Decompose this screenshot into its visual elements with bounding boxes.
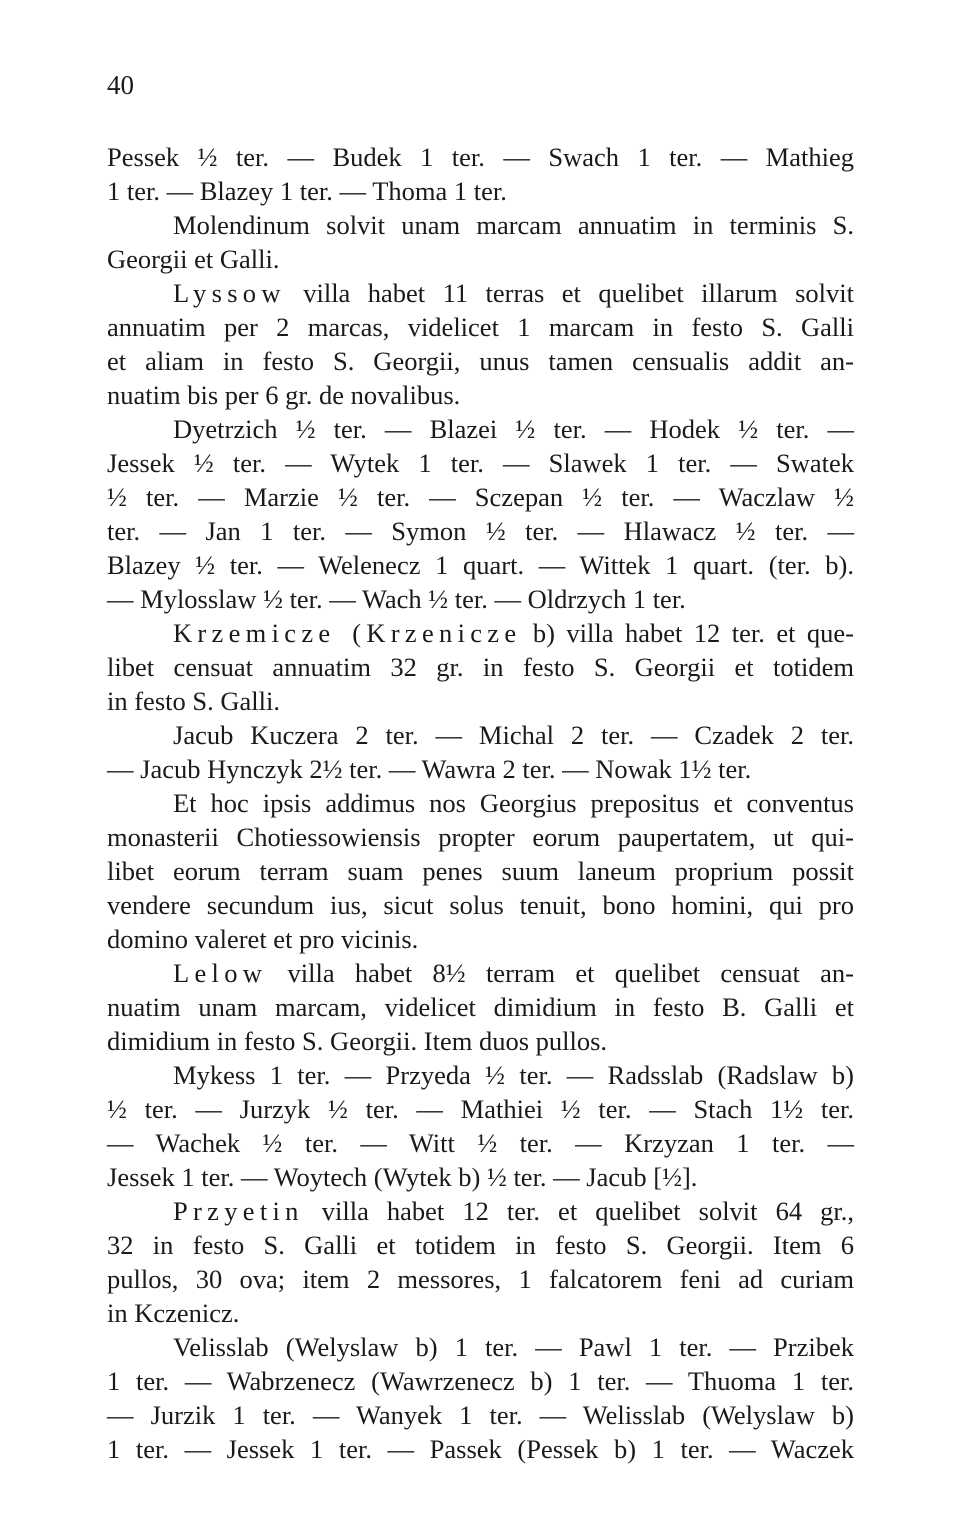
text-line: dimidium in festo S. Georgii. Item duos pullos.: [107, 1026, 608, 1056]
page-number: 40: [107, 70, 134, 100]
text-line: in Kczenicz.: [107, 1298, 240, 1328]
text-line: 1 ter. — Wabrzenecz (Wawrzenecz b) 1 ter. — Thuoma 1 ter.: [107, 1366, 854, 1396]
village-name: Lyssow: [173, 278, 286, 308]
text-line: in festo S. Galli.: [107, 686, 280, 716]
text-line: 1 ter. — Blazey 1 ter. — Thoma 1 ter.: [107, 176, 507, 206]
text-line: nuatim unam marcam, videlicet dimidium in festo B. Galli et: [107, 992, 854, 1022]
text-line: Krzemicze (Krzenicze b) villa habet 12 ter. et que-: [173, 618, 854, 648]
text-line: ½ ter. — Jurzyk ½ ter. — Mathiei ½ ter. — Stach 1½ ter.: [107, 1094, 854, 1124]
text-line: Lelow villa habet 8½ terram et quelibet censuat an-: [173, 958, 854, 988]
text-line: annuatim per 2 marcas, videlicet 1 marcam in festo S. Galli: [107, 312, 854, 342]
text-line: Lyssow villa habet 11 terras et quelibet illarum solvit: [173, 278, 854, 308]
village-name: Przyetin: [173, 1196, 304, 1226]
text-line: vendere secundum ius, sicut solus tenuit, bono homini, qui pro: [107, 890, 854, 920]
text-line: Pessek ½ ter. — Budek 1 ter. — Swach 1 ter. — Mathieg: [107, 142, 854, 172]
text-line: Jacub Kuczera 2 ter. — Michal 2 ter. — Czadek 2 ter.: [173, 720, 854, 750]
text-line: — Jacub Hynczyk 2½ ter. — Wawra 2 ter. — Nowak 1½ ter.: [107, 754, 752, 784]
text-line: domino valeret et pro vicinis.: [107, 924, 419, 954]
text-line: — Jurzik 1 ter. — Wanyek 1 ter. — Welisslab (Welyslaw b): [107, 1400, 854, 1430]
text-line: monasterii Chotiessowiensis propter eorum paupertatem, ut qui-: [107, 822, 854, 852]
text-line: Georgii et Galli.: [107, 244, 280, 274]
text-line: pullos, 30 ova; item 2 messores, 1 falcatorem feni ad curiam: [107, 1264, 854, 1294]
text-body: [107, 140, 854, 1466]
text-line: 32 in festo S. Galli et totidem in festo S. Georgii. Item 6: [107, 1230, 854, 1260]
text-line: Przyetin villa habet 12 ter. et quelibet solvit 64 gr.,: [173, 1196, 854, 1226]
text-line: Velisslab (Welyslaw b) 1 ter. — Pawl 1 ter. — Przibek: [173, 1332, 854, 1362]
text-line: nuatim bis per 6 gr. de novalibus.: [107, 380, 461, 410]
text-line: et aliam in festo S. Georgii, unus tamen censualis addit an-: [107, 346, 854, 376]
text-line: — Mylosslaw ½ ter. — Wach ½ ter. — Oldrzych 1 ter.: [107, 584, 686, 614]
text-line: Dyetrzich ½ ter. — Blazei ½ ter. — Hodek ½ ter. —: [173, 414, 854, 444]
text-line: Blazey ½ ter. — Welenecz 1 quart. — Wittek 1 quart. (ter. b).: [107, 550, 854, 580]
text-line: Et hoc ipsis addimus nos Georgius prepositus et conventus: [173, 788, 854, 818]
text-line: libet censuat annuatim 32 gr. in festo S. Georgii et totidem: [107, 652, 854, 682]
text-line: — Wachek ½ ter. — Witt ½ ter. — Krzyzan 1 ter. —: [107, 1128, 854, 1158]
text-line: Jessek 1 ter. — Woytech (Wytek b) ½ ter. — Jacub [½].: [107, 1162, 698, 1192]
text-line: ½ ter. — Marzie ½ ter. — Sczepan ½ ter. — Waczlaw ½: [107, 482, 854, 512]
village-name: Krzemicze (Krzenicze: [173, 618, 522, 648]
text-line: Molendinum solvit unam marcam annuatim in terminis S.: [173, 210, 854, 240]
text-line: Mykess 1 ter. — Przyeda ½ ter. — Radsslab (Radslaw b): [173, 1060, 854, 1090]
text-line: 1 ter. — Jessek 1 ter. — Passek (Pessek b) 1 ter. — Waczek: [107, 1434, 854, 1464]
text-line: libet eorum terram suam penes suum laneum proprium possit: [107, 856, 854, 886]
text-line: ter. — Jan 1 ter. — Symon ½ ter. — Hlawacz ½ ter. —: [107, 516, 854, 546]
village-name: Lelow: [173, 958, 268, 988]
text-line: Jessek ½ ter. — Wytek 1 ter. — Slawek 1 ter. — Swatek: [107, 448, 854, 478]
